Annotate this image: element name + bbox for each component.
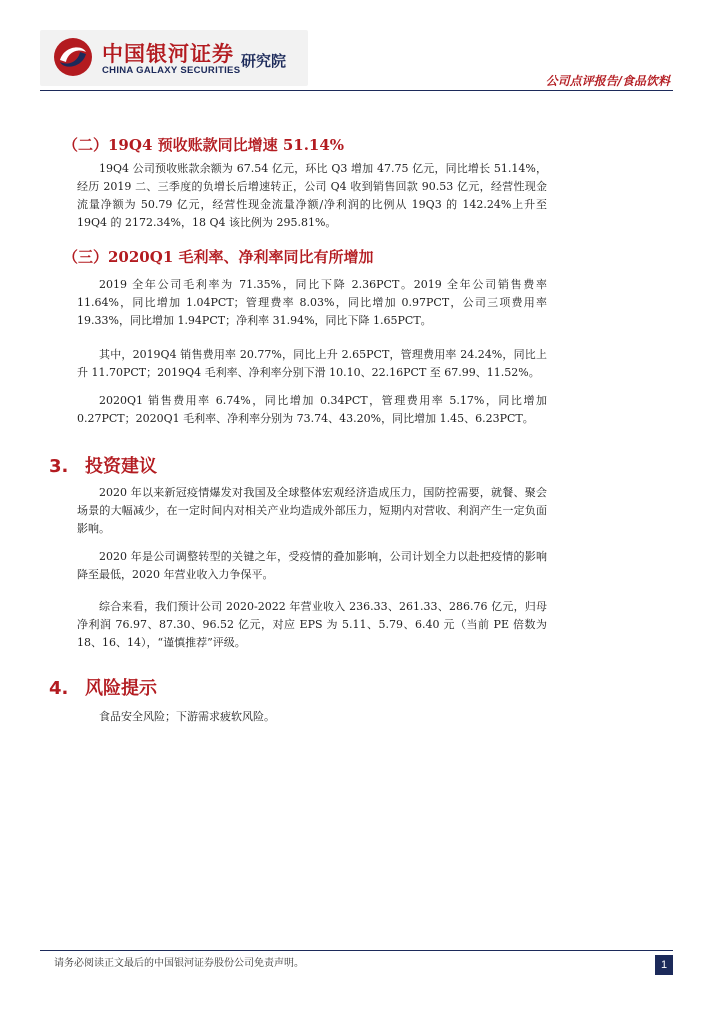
footer-disclaimer: 请务必阅读正文最后的中国银河证券股份公司免责声明。	[54, 958, 304, 969]
section-heading-risk	[49, 674, 157, 700]
page-header	[40, 30, 680, 94]
logo-chinese-name: 中国银河证券	[102, 42, 234, 66]
paragraph-text: 2020Q1 销售费用率 6.74%，同比增加 0.34PCT，管理费用率 5.17%，同比增加 0.27PCT；2020Q1 毛利率、净利率分别为 73.74、43.20%，同比增加 1.45、6.23PCT。	[77, 394, 547, 425]
report-type-label: 公司点评报告/食品饮料	[545, 74, 670, 88]
paragraph	[77, 708, 547, 726]
paragraph-text: 2020 年以来新冠疫情爆发对我国及全球整体宏观经济造成压力，国防控需要，就餐、聚会场景的大幅减少，在一定时间内对相关产业均造成外部压力，短期内对营收、利润产生一定负面影响。	[77, 486, 547, 535]
page-number: 1	[655, 955, 673, 975]
paragraph	[77, 276, 547, 330]
paragraph-text: 综合来看，我们预计公司 2020-2022 年营业收入 236.33、261.33、286.76 亿元，归母净利润 76.97、87.30、96.52 亿元，对应 EPS 为 5.11、5.79、6.40 元（当前 PE 倍数为 18、16、14），“谨慎推荐”评级。	[77, 600, 547, 649]
paragraph-text: 19Q4 公司预收账款余额为 67.54 亿元，环比 Q3 增加 47.75 亿元，同比增长 51.14%，经历 2019 二、三季度的负增长后增速转正，公司 Q4 收到销售回款 90.53 亿元，经营性现金流量净额为 50.79 亿元，经营性现金流量净额/净利润的比例从 19Q3 的 142.24%上升至 19Q4 的 2172.34%，18 Q4 该比例为 295.81%。	[77, 162, 547, 229]
paragraph-text: 2019 全年公司毛利率为 71.35%，同比下降 2.36PCT。2019 全年公司销售费率 11.64%，同比增加 1.04PCT；管理费率 8.03%，同比增加 0.97PCT，公司三项费用率 19.33%，同比增加 1.94PCT；净利率 31.94%，同比下降 1.65PCT。	[77, 278, 547, 327]
paragraph	[77, 392, 547, 428]
section-title: 风险提示	[85, 678, 157, 699]
section-title: 投资建议	[85, 456, 157, 477]
paragraph-text: 食品安全风险；下游需求疲软风险。	[99, 710, 275, 723]
paragraph	[77, 598, 547, 652]
paragraph	[77, 160, 547, 232]
section-number: 4.	[49, 678, 69, 699]
company-logo	[40, 30, 308, 86]
paragraph	[77, 346, 547, 382]
paragraph	[77, 484, 547, 538]
paragraph-text: 其中，2019Q4 销售费用率 20.77%，同比上升 2.65PCT，管理费用率 24.24%，同比上升 11.70PCT；2019Q4 毛利率、净利率分别下滑 10.10、22.16PCT 至 67.99、11.52%。	[77, 348, 547, 379]
paragraph	[77, 548, 547, 584]
section-number: 3.	[49, 456, 69, 477]
subsection-heading-3: （三）2020Q1 毛利率、净利率同比有所增加	[63, 248, 374, 266]
galaxy-swirl-icon	[52, 36, 94, 78]
logo-institute: 研究院	[241, 52, 287, 70]
subsection-heading-2: （二）19Q4 预收账款同比增速 51.14%	[63, 136, 345, 154]
footer-divider	[40, 950, 673, 951]
header-divider	[40, 90, 673, 91]
paragraph-text: 2020 年是公司调整转型的关键之年，受疫情的叠加影响，公司计划全力以赴把疫情的影响降至最低，2020 年营业收入力争保平。	[77, 550, 547, 581]
logo-english-name: CHINA GALAXY SECURITIES	[102, 65, 241, 76]
section-heading-investment	[49, 452, 157, 478]
